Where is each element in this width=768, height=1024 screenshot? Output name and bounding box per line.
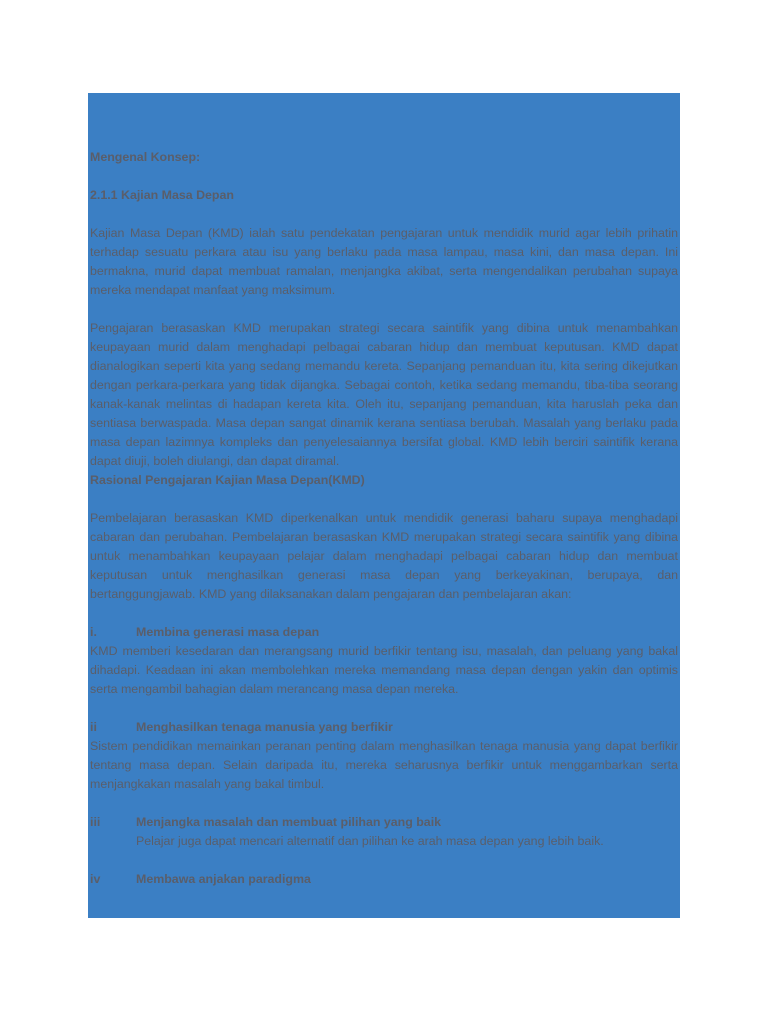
item-1-body: KMD memberi kesedaran dan merangsang murid berfikir tentang isu, masalah, dan peluang yang bakal dihadapi. Keadaan ini akan membolehkan mereka memandang masa depan dengan yakin dan optimis serta mengambil bahagian dalam merancang masa depan mereka. <box>90 644 678 696</box>
item-3-heading <box>90 813 678 832</box>
item-number: iv <box>90 872 101 886</box>
paragraph-kmd-definition: Kajian Masa Depan (KMD) ialah satu pendekatan pengajaran untuk mendidik murid agar lebih prihatin terhadap sesuatu perkara atau isu yang berlaku pada masa lampau, masa kini, dan masa depan. Ini bermakna, murid dapat membuat ramalan, menjangka akibat, serta mengendalikan perubahan supaya mereka mendapat manfaat yang maksimum. <box>90 226 678 297</box>
item-2-heading <box>90 718 678 737</box>
section-title: 2.1.1 Kajian Masa Depan <box>90 188 234 202</box>
item-number: ii <box>90 720 97 734</box>
item-4-heading <box>90 870 678 889</box>
concept-heading: Mengenal Konsep: <box>90 150 201 164</box>
item-2-body: Sistem pendidikan memainkan peranan penting dalam menghasilkan tenaga manusia yang dapat berfikir tentang masa depan. Selain daripada itu, mereka seharusnya berfikir untuk menggambarkan serta menjangkakan masalah yang bakal timbul. <box>90 739 678 791</box>
document-content <box>90 148 678 889</box>
item-title: Membawa anjakan paradigma <box>136 872 311 886</box>
item-1-heading <box>90 623 678 642</box>
paragraph-rational: Pembelajaran berasaskan KMD diperkenalkan untuk mendidik generasi baharu supaya menghadapi cabaran dan perubahan. Pembelajaran berasaskan KMD merupakan strategi secara saintifik yang dibina untuk menambahkan keupayaan pelajar dalam menghadapi pelbagai cabaran hidup dan membuat keputusan untuk menghasilkan generasi masa depan yang berkeyakinan, berupaya, dan bertanggungjawab. KMD yang dilaksanakan dalam pengajaran dan pembelajaran akan: <box>90 511 678 601</box>
item-title: Membina generasi masa depan <box>136 625 320 639</box>
item-number: i. <box>90 625 97 639</box>
paragraph-kmd-strategy: Pengajaran berasaskan KMD merupakan strategi secara saintifik yang dibina untuk menambahkan keupayaan murid dalam menghadapi pelbagai cabaran hidup dan membuat keputusan. KMD dapat dianalogikan seperti kita yang sedang memandu kereta. Sepanjang pemanduan itu, kita sering dikejutkan dengan perkara-perkara yang tidak dijangka. Sebagai contoh, ketika sedang memandu, tiba-tiba seorang kanak-kanak melintas di hadapan kereta kita. Oleh itu, sepanjang pemanduan, kita haruslah peka dan sentiasa berwaspada. Masa depan sangat dinamik kerana sentiasa berubah. Masalah yang berlaku pada masa depan lazimnya kompleks dan penyelesaiannya bersifat global. KMD lebih berciri saintifik kerana dapat diuji, boleh diulangi, dan dapat diramal. <box>90 321 678 468</box>
item-number: iii <box>90 815 101 829</box>
item-title: Menghasilkan tenaga manusia yang berfikir <box>136 720 393 734</box>
item-title: Menjangka masalah dan membuat pilihan yang baik <box>136 815 442 829</box>
rational-heading: Rasional Pengajaran Kajian Masa Depan(KMD) <box>90 473 365 487</box>
document-page <box>88 93 680 918</box>
item-3-body: Pelajar juga dapat mencari alternatif dan pilihan ke arah masa depan yang lebih baik. <box>136 834 604 848</box>
